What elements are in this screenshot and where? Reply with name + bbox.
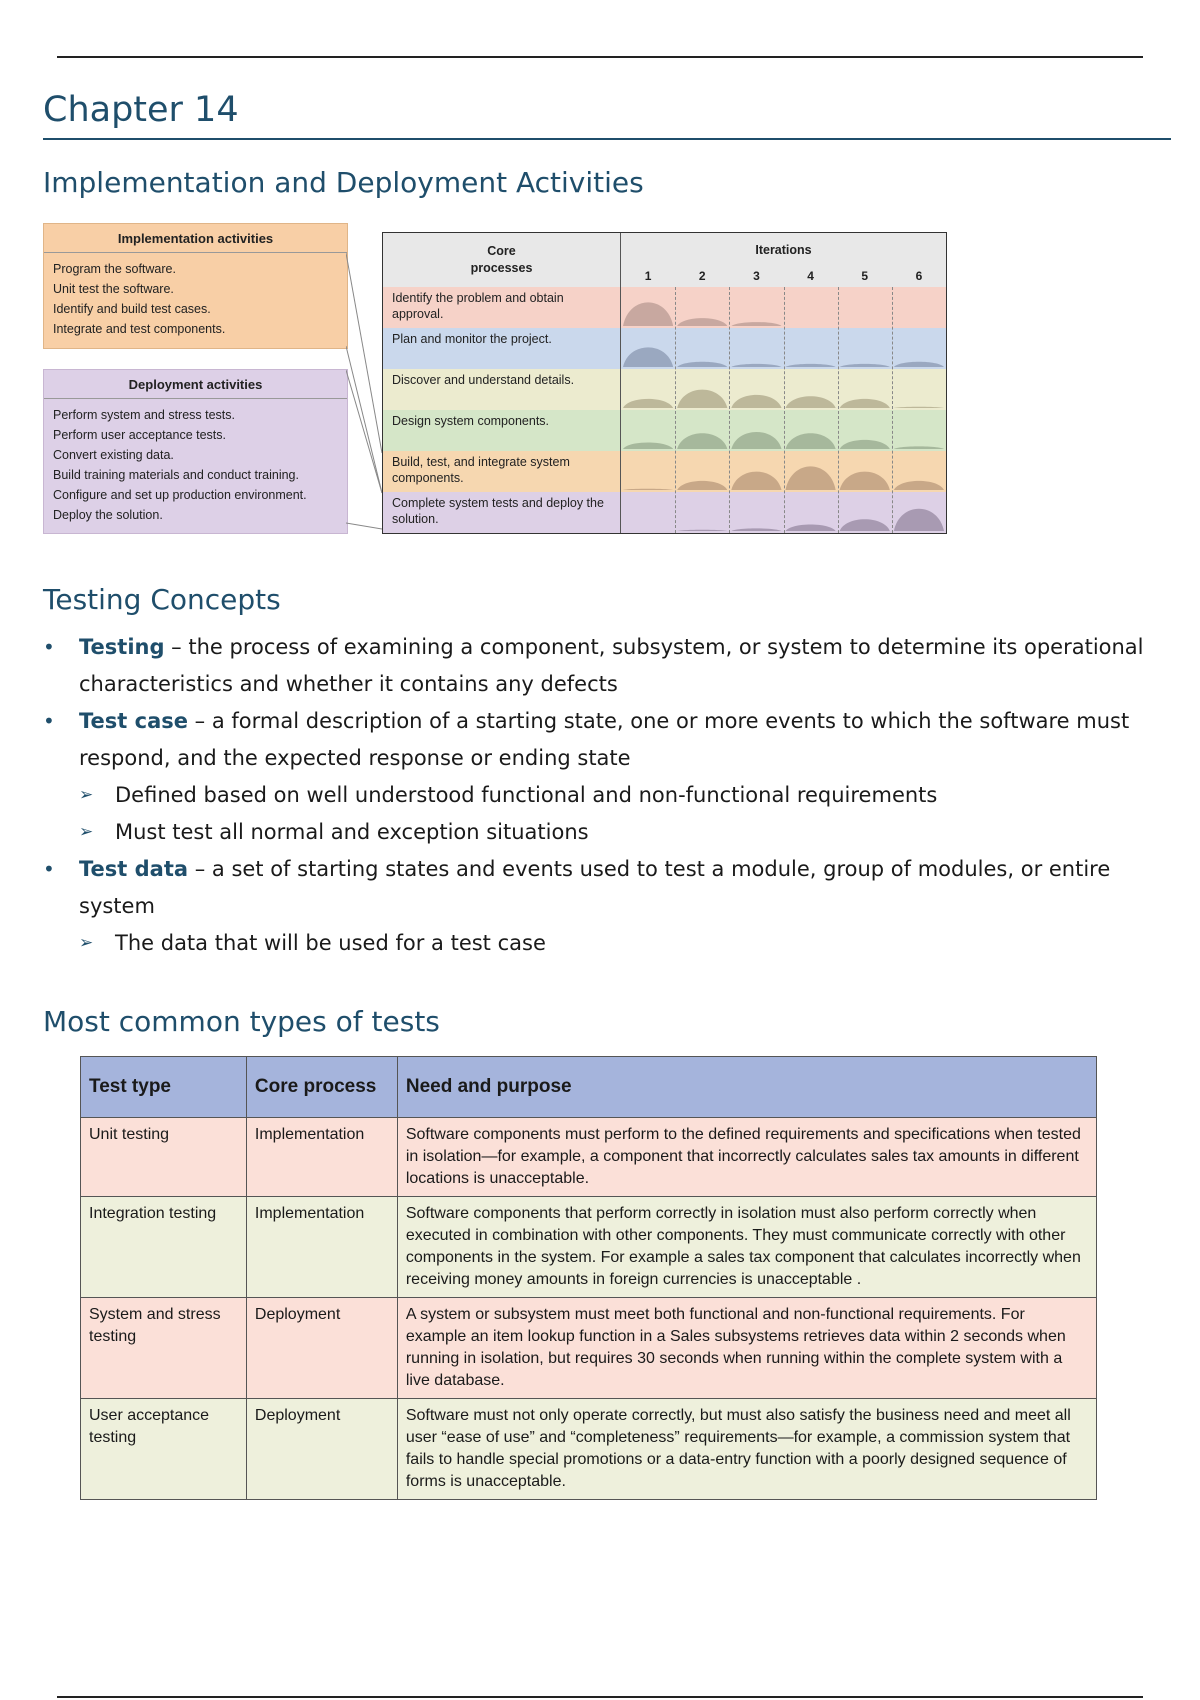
top-rule [57, 56, 1143, 58]
core-process-cell: Deployment [246, 1399, 397, 1500]
core-process-label: Plan and monitor the project. [392, 332, 552, 346]
table-row [81, 1399, 1097, 1500]
need-purpose-cell: A system or subsystem must meet both functional and non-functional requirements. For example an item lookup function in a Sales subsystems retrieves data within 2 seconds when running in isolation, but requires 30 seconds when running within the complete system with a live database. [397, 1298, 1096, 1399]
core-process-row [383, 369, 946, 410]
core-header-line: Core [487, 244, 516, 258]
section-heading-testing-concepts: Testing Concepts [43, 583, 281, 616]
iteration-divider [892, 287, 893, 533]
implementation-activity-item: Identify and build test cases. [53, 302, 211, 316]
core-processes-header [383, 243, 620, 277]
table-column-header: Core process [246, 1057, 397, 1118]
need-purpose-cell: Software components must perform to the defined requirements and specifications when tested in isolation—for example, a component that incorrectly calculates sales tax amounts in different locations is unacceptable. [397, 1118, 1096, 1197]
connector-line [346, 253, 382, 453]
test-types-table [80, 1056, 1097, 1500]
implementation-activities-title: Implementation activities [44, 224, 347, 253]
test-type-cell: Unit testing [81, 1118, 247, 1197]
deployment-activities-box [43, 369, 348, 534]
effort-hump [623, 302, 673, 326]
deployment-activity-item: Perform system and stress tests. [53, 408, 235, 422]
core-process-label: Identify the problem and obtain approval. [392, 291, 564, 321]
iteration-divider [838, 287, 839, 533]
core-process-label: Build, test, and integrate system components. [392, 455, 570, 485]
effort-hump [731, 528, 781, 531]
connector-line [346, 523, 382, 529]
deployment-activity-item: Convert existing data. [53, 448, 174, 462]
core-process-label: Discover and understand details. [392, 373, 575, 387]
implementation-activity-item: Integrate and test components. [53, 322, 226, 336]
implementation-activity-item: Unit test the software. [53, 282, 174, 296]
section-heading-activities: Implementation and Deployment Activities [43, 166, 644, 199]
deployment-activity-item: Deploy the solution. [53, 508, 163, 522]
bullet-icon: • [43, 709, 55, 733]
core-process-cell: Implementation [246, 1197, 397, 1298]
effort-hump [731, 364, 781, 367]
concept-item [43, 703, 1183, 777]
iteration-divider [729, 287, 730, 533]
section-heading-test-types: Most common types of tests [43, 1005, 440, 1038]
effort-hump [677, 530, 727, 531]
concept-subitem [43, 814, 1183, 851]
concept-subitem-text: Defined based on well understood functional and non-functional requirements [115, 783, 938, 807]
concept-definition: – the process of examining a component, subsystem, or system to determine its operational characteristics and whether it contains any defects [79, 635, 1144, 696]
core-process-row [383, 328, 946, 369]
arrow-bullet-icon: ➢ [79, 785, 94, 805]
effort-hump [894, 407, 944, 408]
effort-hump [840, 519, 890, 531]
bullet-icon: • [43, 857, 55, 881]
chapter-title: Chapter 14 [43, 90, 239, 130]
table-row [81, 1118, 1097, 1197]
test-type-cell: System and stress testing [81, 1298, 247, 1399]
test-type-cell: Integration testing [81, 1197, 247, 1298]
connector-line [346, 346, 382, 493]
core-process-label: Design system components. [392, 414, 550, 428]
effort-hump [894, 362, 944, 367]
arrow-bullet-icon: ➢ [79, 822, 94, 842]
table-row [81, 1197, 1097, 1298]
arrow-bullet-icon: ➢ [79, 933, 94, 953]
effort-hump [731, 395, 781, 408]
deployment-activity-item: Build training materials and conduct training. [53, 468, 299, 482]
bullet-icon: • [43, 635, 55, 659]
iteration-divider [675, 287, 676, 533]
iteration-number: 4 [807, 269, 814, 283]
core-process-label: Complete system tests and deploy the solution. [392, 496, 604, 526]
effort-hump [840, 440, 890, 449]
effort-hump [840, 399, 890, 408]
iteration-number: 1 [644, 269, 652, 283]
need-purpose-cell: Software components that perform correctly in isolation must also perform correctly when executed in combination with other components. They must communicate correctly with other components in the system. For example a sales tax component that calculates incorrectly when receiving money amounts in foreign currencies is unacceptable . [397, 1197, 1096, 1298]
iteration-divider [784, 287, 785, 533]
table-header-row [81, 1057, 1097, 1118]
deployment-activities-list [44, 399, 347, 531]
effort-hump [894, 481, 944, 490]
effort-hump [786, 396, 836, 408]
iteration-number: 5 [861, 269, 869, 283]
effort-hump [786, 364, 836, 367]
implementation-activity-item: Program the software. [53, 262, 176, 276]
concept-subitem-text: The data that will be used for a test case [115, 931, 546, 955]
iteration-number: 6 [915, 269, 923, 283]
concept-item [43, 851, 1183, 925]
core-process-cell: Deployment [246, 1298, 397, 1399]
effort-hump [786, 433, 836, 449]
effort-hump [677, 433, 727, 449]
deployment-activity-item: Perform user acceptance tests. [53, 428, 226, 442]
concept-definition: – a formal description of a starting state, one or more events to which the software must respond, and the expected response or ending state [79, 709, 1130, 770]
implementation-activities-list [44, 253, 347, 345]
table-column-header: Need and purpose [397, 1057, 1096, 1118]
effort-hump [623, 442, 673, 449]
concept-subitem [43, 925, 1183, 962]
core-process-row [383, 410, 946, 451]
effort-hump [677, 481, 727, 490]
effort-hump [731, 472, 781, 490]
concept-term: Test case [79, 709, 188, 733]
effort-hump [840, 364, 890, 367]
concept-item [43, 629, 1183, 703]
table-row [81, 1298, 1097, 1399]
core-process-row [383, 287, 946, 328]
iteration-number: 2 [698, 269, 706, 283]
concept-definition: – a set of starting states and events used to test a module, group of modules, or entire system [79, 857, 1111, 918]
core-process-cell: Implementation [246, 1118, 397, 1197]
effort-hump [894, 509, 944, 531]
iterations-header: Iterations [755, 243, 812, 257]
effort-hump [731, 322, 781, 326]
effort-hump [623, 399, 673, 408]
deployment-activity-item: Configure and set up production environment. [53, 488, 307, 502]
bottom-rule [57, 1696, 1143, 1698]
effort-hump [894, 446, 944, 449]
concept-subitem-text: Must test all normal and exception situations [115, 820, 589, 844]
effort-hump [623, 347, 673, 367]
connector-lines [346, 223, 386, 533]
effort-hump [677, 362, 727, 367]
core-column-divider [620, 233, 621, 533]
core-processes-chart [382, 232, 947, 534]
concept-subitem [43, 777, 1183, 814]
table-column-header: Test type [81, 1057, 247, 1118]
effort-hump [731, 432, 781, 449]
connector-line [346, 370, 382, 493]
testing-concepts-list [43, 629, 1183, 962]
effort-hump [677, 390, 727, 408]
implementation-activities-box [43, 223, 348, 349]
effort-hump [786, 466, 836, 490]
effort-hump [623, 489, 673, 490]
effort-hump [840, 472, 890, 490]
effort-hump [677, 318, 727, 326]
test-type-cell: User acceptance testing [81, 1399, 247, 1500]
core-process-row [383, 492, 946, 533]
core-header-line: processes [470, 261, 533, 275]
core-process-row [383, 451, 946, 492]
concept-term: Test data [79, 857, 189, 881]
concept-term: Testing [79, 635, 165, 659]
chapter-rule [43, 138, 1171, 140]
iteration-number: 3 [753, 269, 760, 283]
need-purpose-cell: Software must not only operate correctly, but must also satisfy the business need and meet all user “ease of use” and “completeness” requirements—for example, a commission system that fails to handle special promotions or a data-entry function with a poorly designed sequence of forms is unacceptable. [397, 1399, 1096, 1500]
deployment-activities-title: Deployment activities [44, 370, 347, 399]
effort-hump [786, 524, 836, 531]
